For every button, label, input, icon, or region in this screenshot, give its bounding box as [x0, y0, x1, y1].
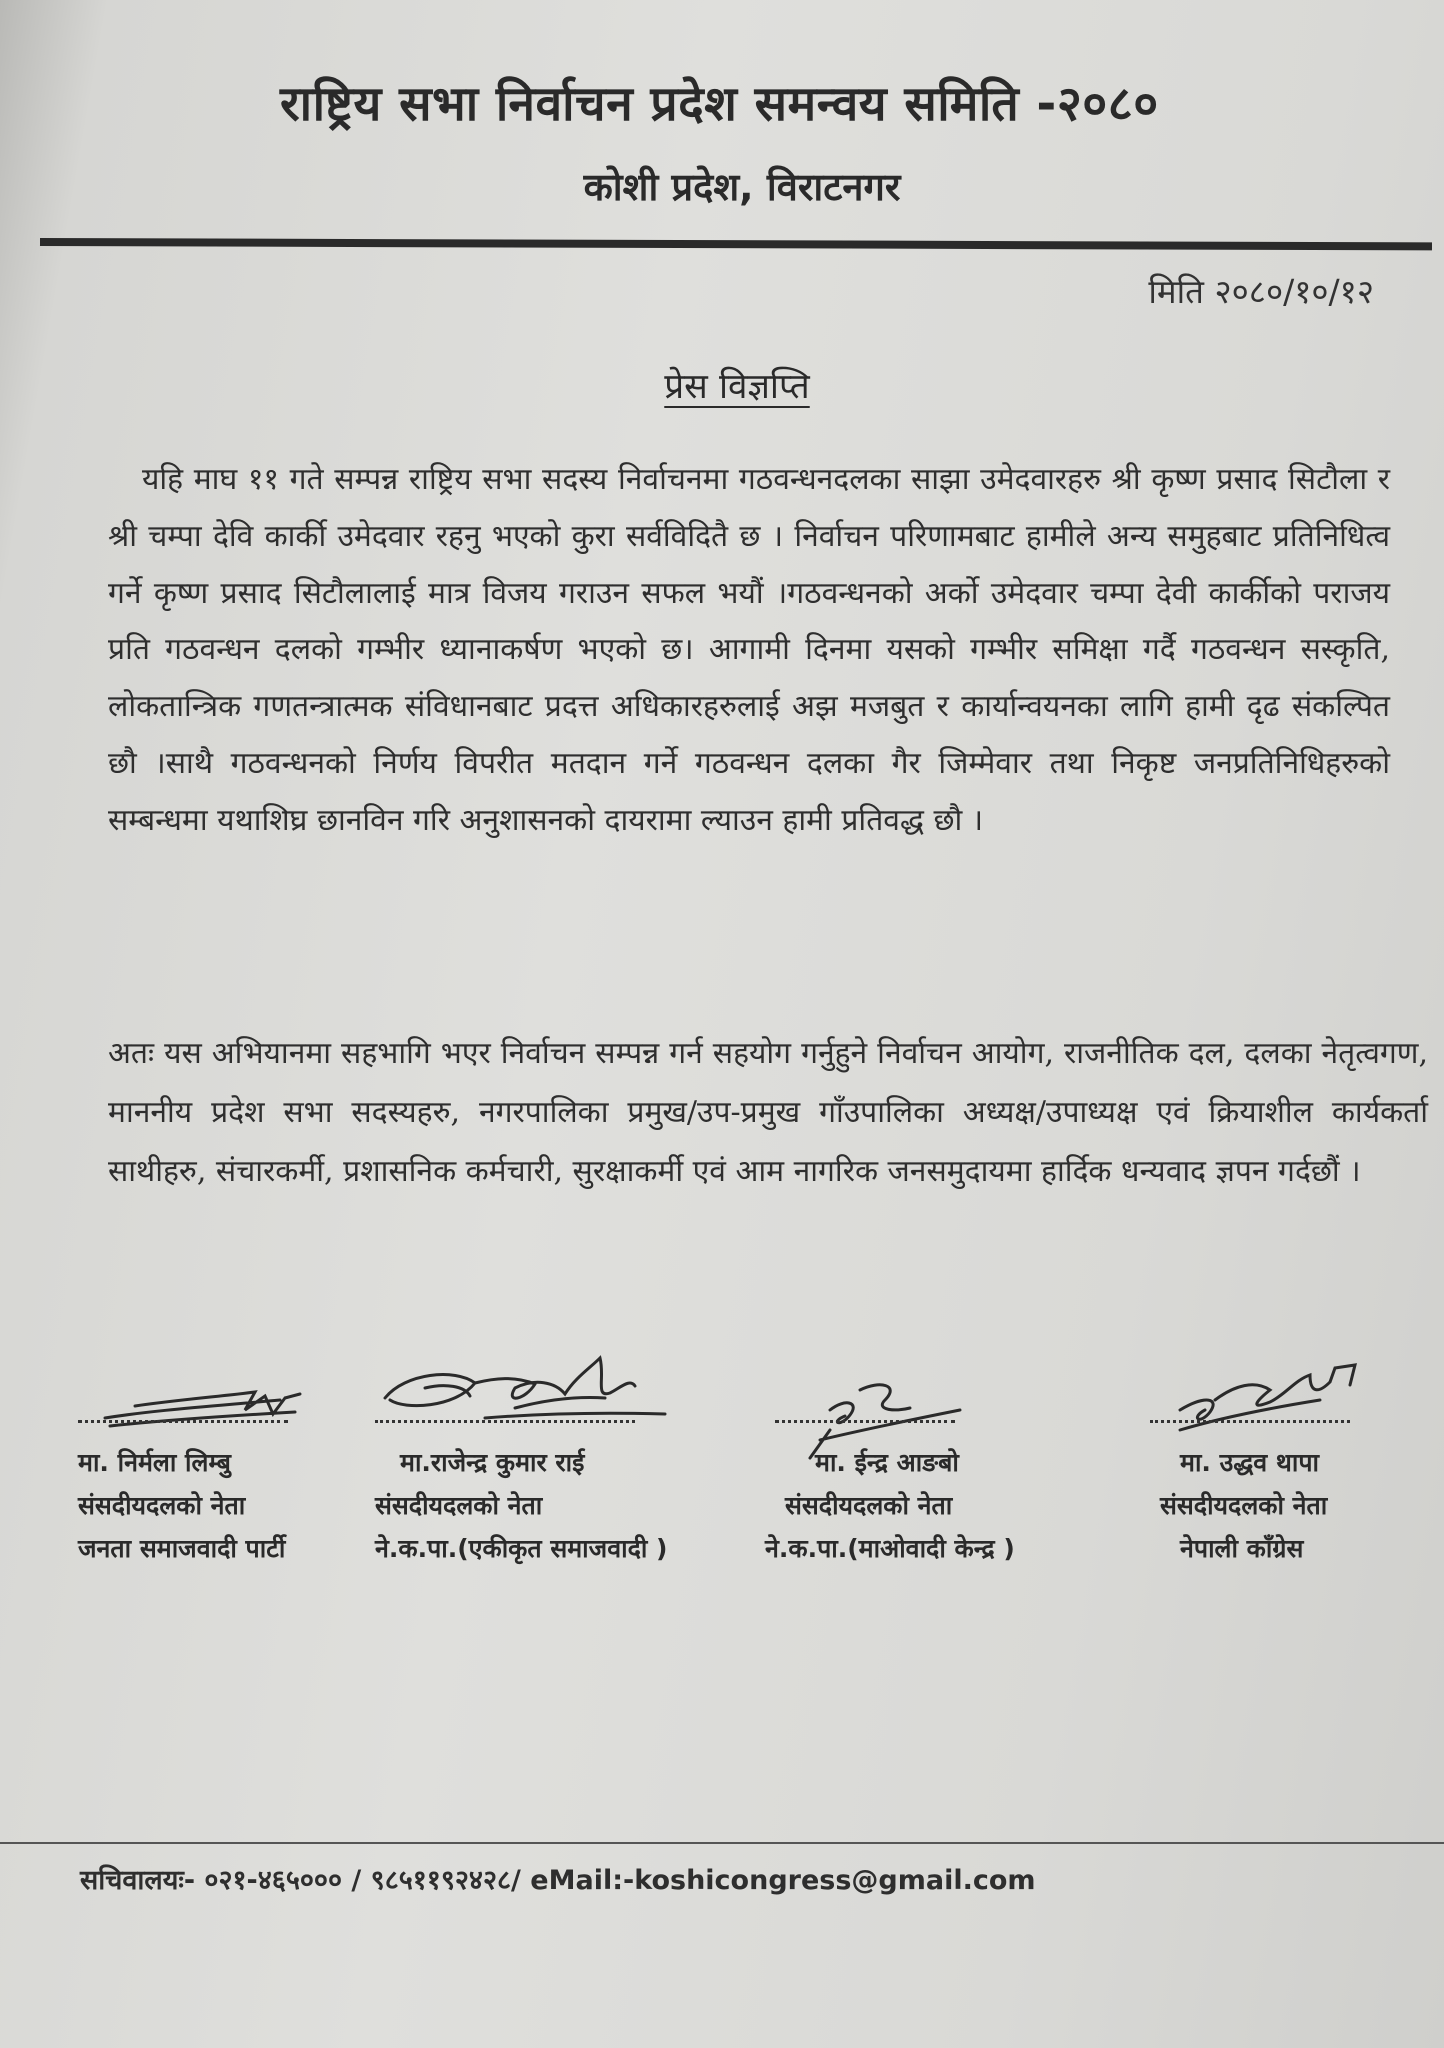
signatory-2	[375, 1420, 667, 1570]
signatory-role: संसदीयदलको नेता	[78, 1491, 246, 1520]
signatory-name: मा. उद्धव थापा	[1180, 1448, 1320, 1477]
notice-paragraph-1: यहि माघ ११ गते सम्पन्न राष्ट्रिय सभा सदस्य निर्वाचनमा गठवन्धनदलका साझा उमेदवारहरु श्री कृष्ण प्रसाद सिटौला र श्री चम्पा देवि कार्की उमेदवार रहनु भएको कुरा सर्वविदितै छ । निर्वाचन परिणामबाट हामीले अन्य समुहबाट प्रतिनिधित्व गर्ने कृष्ण प्रसाद सिटौलालाई मात्र विजय गराउन सफल भयौं ।गठवन्धनको अर्को उमेदवार चम्पा देवी कार्कीको पराजय प्रति गठवन्धन दलको गम्भीर ध्यानाकर्षण भएको छ। आगामी दिनमा यसको गम्भीर समिक्षा गर्दै गठवन्धन सस्कृति, लोकतान्त्रिक गणतन्त्रात्मक संविधानबाट प्रदत्त अधिकारहरुलाई अझ मजबुत र कार्यान्वयनका लागि हामी दृढ संकल्पित छौ ।साथै गठवन्धनको निर्णय विपरीत मतदान गर्ने गठवन्धन दलका गैर जिम्मेवार तथा निकृष्ट जनप्रतिनिधिहरुको सम्बन्धमा यथाशिघ्र छानविन गरि अनुशासनको दायरामा ल्याउन हामी प्रतिवद्ध छौ ।	[108, 462, 1390, 838]
signatory-party: ने.क.पा.(एकीकृत समाजवादी )	[375, 1534, 668, 1563]
notice-paragraph-2: अतः यस अभियानमा सहभागि भएर निर्वाचन सम्पन्न गर्न सहयोग गर्नुहुने निर्वाचन आयोग, राजनीतिक दल, दलका नेतृत्वगण, माननीय प्रदेश सभा सदस्यहरु, नगरपालिका प्रमुख/उप-प्रमुख गाँउपालिका अध्यक्ष/उपाध्यक्ष एवं क्रियाशील कार्यकर्ता साथीहरु, संचारकर्मी, प्रशासनिक कर्मचारी, सुरक्षाकर्मी एवं आम नागरिक जनसमुदायमा हार्दिक धन्यवाद ज्ञपन गर्दछौं ।	[108, 1036, 1428, 1189]
committee-title: राष्ट्रिय सभा निर्वाचन प्रदेश समन्वय समिति -२०८०	[280, 76, 1159, 132]
release-date: मिति २०८०/१०/१२	[1148, 272, 1374, 311]
signatory-name: मा. निर्मला लिम्बु	[78, 1448, 231, 1477]
signatory-name: मा.राजेन्द्र कुमार राई	[400, 1448, 585, 1477]
signature-line	[78, 1420, 288, 1435]
signatory-party: जनता समाजवादी पार्टी	[78, 1534, 286, 1563]
signatory-role: संसदीयदलको नेता	[1160, 1491, 1328, 1520]
footer-divider	[0, 1842, 1444, 1844]
committee-location: कोशी प्रदेश, विराटनगर	[583, 165, 901, 209]
notice-heading	[0, 362, 1444, 409]
notice-heading-text: प्रेस विज्ञप्ति	[664, 367, 810, 407]
signatory-party: नेपाली काँग्रेस	[1180, 1534, 1304, 1563]
signature-line	[375, 1420, 635, 1435]
header-divider	[40, 238, 1432, 250]
signatory-1	[78, 1420, 288, 1570]
signatory-3	[765, 1420, 1015, 1570]
signatory-role: संसदीयदलको नेता	[375, 1491, 543, 1520]
signature-line	[1150, 1420, 1350, 1435]
signatory-role: संसदीयदलको नेता	[785, 1491, 953, 1520]
secretariat-contact: सचिवालयः- ०२१-४६५००० / ९८५११९२४२८/ eMail:-koshicongress@gmail.com	[80, 1865, 1036, 1896]
signatory-party: ने.क.पा.(माओवादी केन्द्र )	[765, 1534, 1015, 1563]
signatory-4	[1150, 1420, 1350, 1570]
signatory-name: मा. ईन्द्र आङबो	[815, 1448, 959, 1477]
signature-line	[775, 1420, 955, 1435]
